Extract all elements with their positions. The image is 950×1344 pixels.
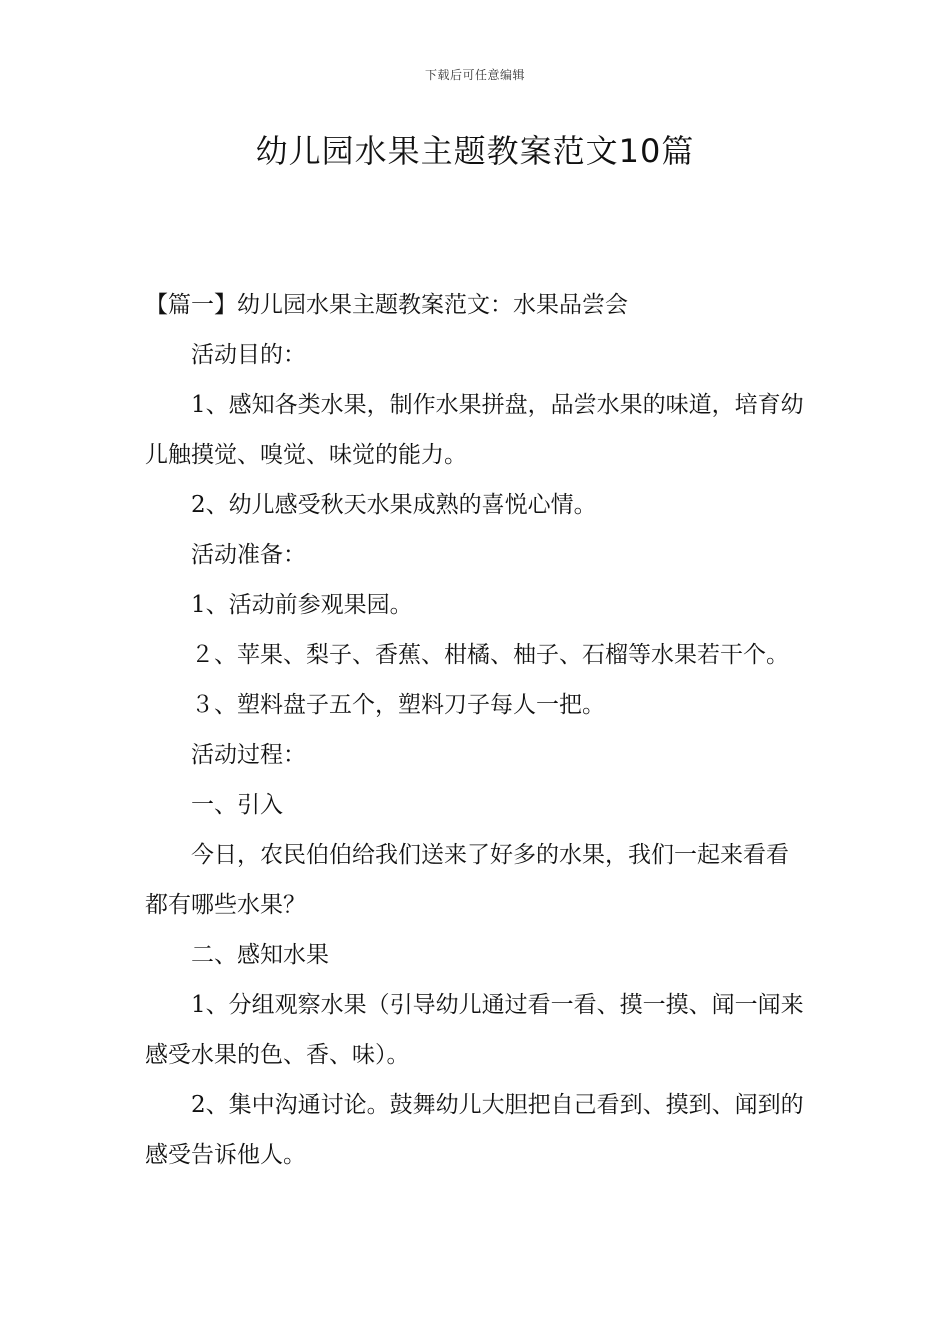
paragraph-step-1-text: 今日，农民伯伯给我们送来了好多的水果，我们一起来看看都有哪些水果？ xyxy=(145,842,789,918)
paragraph-goal-2: 2、幼儿感受秋天水果成熟的喜悦心情。 xyxy=(191,492,597,518)
document-body xyxy=(145,280,810,1180)
paragraph-preparation-1: 1、活动前参观果园。 xyxy=(191,592,413,618)
paragraph-preparation-heading: 活动准备： xyxy=(191,542,306,568)
header-note: 下载后可任意编辑 xyxy=(424,68,525,82)
paragraph-step-2-item-1: 1、分组观察水果（引导幼儿通过看一看、摸一摸、闻一闻来感受水果的色、香、味）。 xyxy=(145,992,804,1068)
paragraph-step-2-item-2: 2、集中沟通讨论。鼓舞幼儿大胆把自己看到、摸到、闻到的感受告诉他人。 xyxy=(145,1092,804,1168)
section-heading: 【篇一】幼儿园水果主题教案范文：水果品尝会 xyxy=(145,292,628,318)
paragraph-step-2-heading: 二、感知水果 xyxy=(191,942,329,968)
paragraph-preparation-3: ３、塑料盘子五个，塑料刀子每人一把。 xyxy=(191,692,605,718)
paragraph-step-1-heading: 一、引入 xyxy=(191,792,283,818)
paragraph-goal-1: 1、感知各类水果，制作水果拼盘，品尝水果的味道，培育幼儿触摸觉、嗅觉、味觉的能力。 xyxy=(145,392,804,468)
paragraph-preparation-2: ２、苹果、梨子、香蕉、柑橘、柚子、石榴等水果若干个。 xyxy=(191,642,789,668)
paragraph-activity-goal-heading: 活动目的： xyxy=(191,342,306,368)
document-title: 幼儿园水果主题教案范文10篇 xyxy=(255,132,695,170)
paragraph-process-heading: 活动过程： xyxy=(191,742,306,768)
